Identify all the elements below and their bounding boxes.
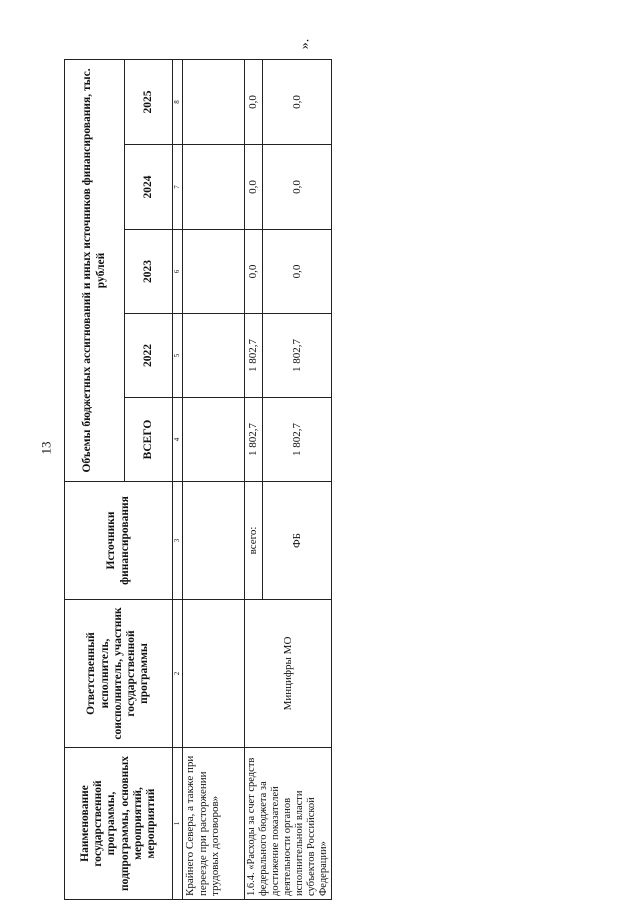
- col-number: 5: [173, 314, 183, 398]
- row-total-value: 1 802,7: [245, 314, 263, 398]
- page-number: 13: [38, 441, 54, 455]
- empty-cell: [183, 314, 245, 398]
- row-fb-value: 1 802,7: [263, 314, 332, 398]
- row-fb-value: 0,0: [263, 59, 332, 144]
- row-fb-value: 1 802,7: [263, 398, 332, 482]
- header-year-2024: 2024: [125, 145, 173, 230]
- row-name: 1.6.4. «Расходы за счет средств федерального бюджета за достижение показателей деятельности органов исполнительной власти субъектов Российской Федерации»: [245, 748, 332, 900]
- header-volumes: Объемы бюджетных ассигнований и иных источников финансирования, тыс. рублей: [65, 59, 125, 481]
- col-number: 8: [173, 59, 183, 144]
- empty-cell: [183, 600, 245, 748]
- empty-cell: [183, 59, 245, 144]
- col-number: 3: [173, 482, 183, 600]
- empty-cell: [183, 145, 245, 230]
- empty-cell: [183, 230, 245, 314]
- col-number: 2: [173, 600, 183, 748]
- col-number: 1: [173, 748, 183, 900]
- header-source: Источники финансирования: [65, 482, 173, 600]
- empty-cell: [183, 398, 245, 482]
- row-total-label: всего:: [245, 482, 263, 600]
- header-year-2022: 2022: [125, 314, 173, 398]
- row-total-value: 0,0: [245, 230, 263, 314]
- col-number: 7: [173, 145, 183, 230]
- closing-quote: ».: [297, 38, 313, 50]
- header-executor: Ответственный исполнитель, соисполнитель, участник государственной программы: [65, 600, 173, 748]
- header-year-2025: 2025: [125, 59, 173, 144]
- rotated-table-page: [64, 60, 332, 900]
- col-number: 4: [173, 398, 183, 482]
- continuation-cell: Крайнего Севера, а также при переезде при расторжении трудовых договоров»: [183, 748, 245, 900]
- row-fb-value: 0,0: [263, 145, 332, 230]
- row-fb-value: 0,0: [263, 230, 332, 314]
- row-executor: Минцифры МО: [245, 600, 332, 748]
- header-name: Наименование государственной программы, подпрограммы, основных мероприятий, мероприятий: [65, 748, 173, 900]
- financing-table: [64, 59, 332, 900]
- row-fb-label: ФБ: [263, 482, 332, 600]
- header-year-total: ВСЕГО: [125, 398, 173, 482]
- row-total-value: 0,0: [245, 145, 263, 230]
- col-number: 6: [173, 230, 183, 314]
- empty-cell: [183, 482, 245, 600]
- header-year-2023: 2023: [125, 230, 173, 314]
- row-total-value: 0,0: [245, 59, 263, 144]
- row-total-value: 1 802,7: [245, 398, 263, 482]
